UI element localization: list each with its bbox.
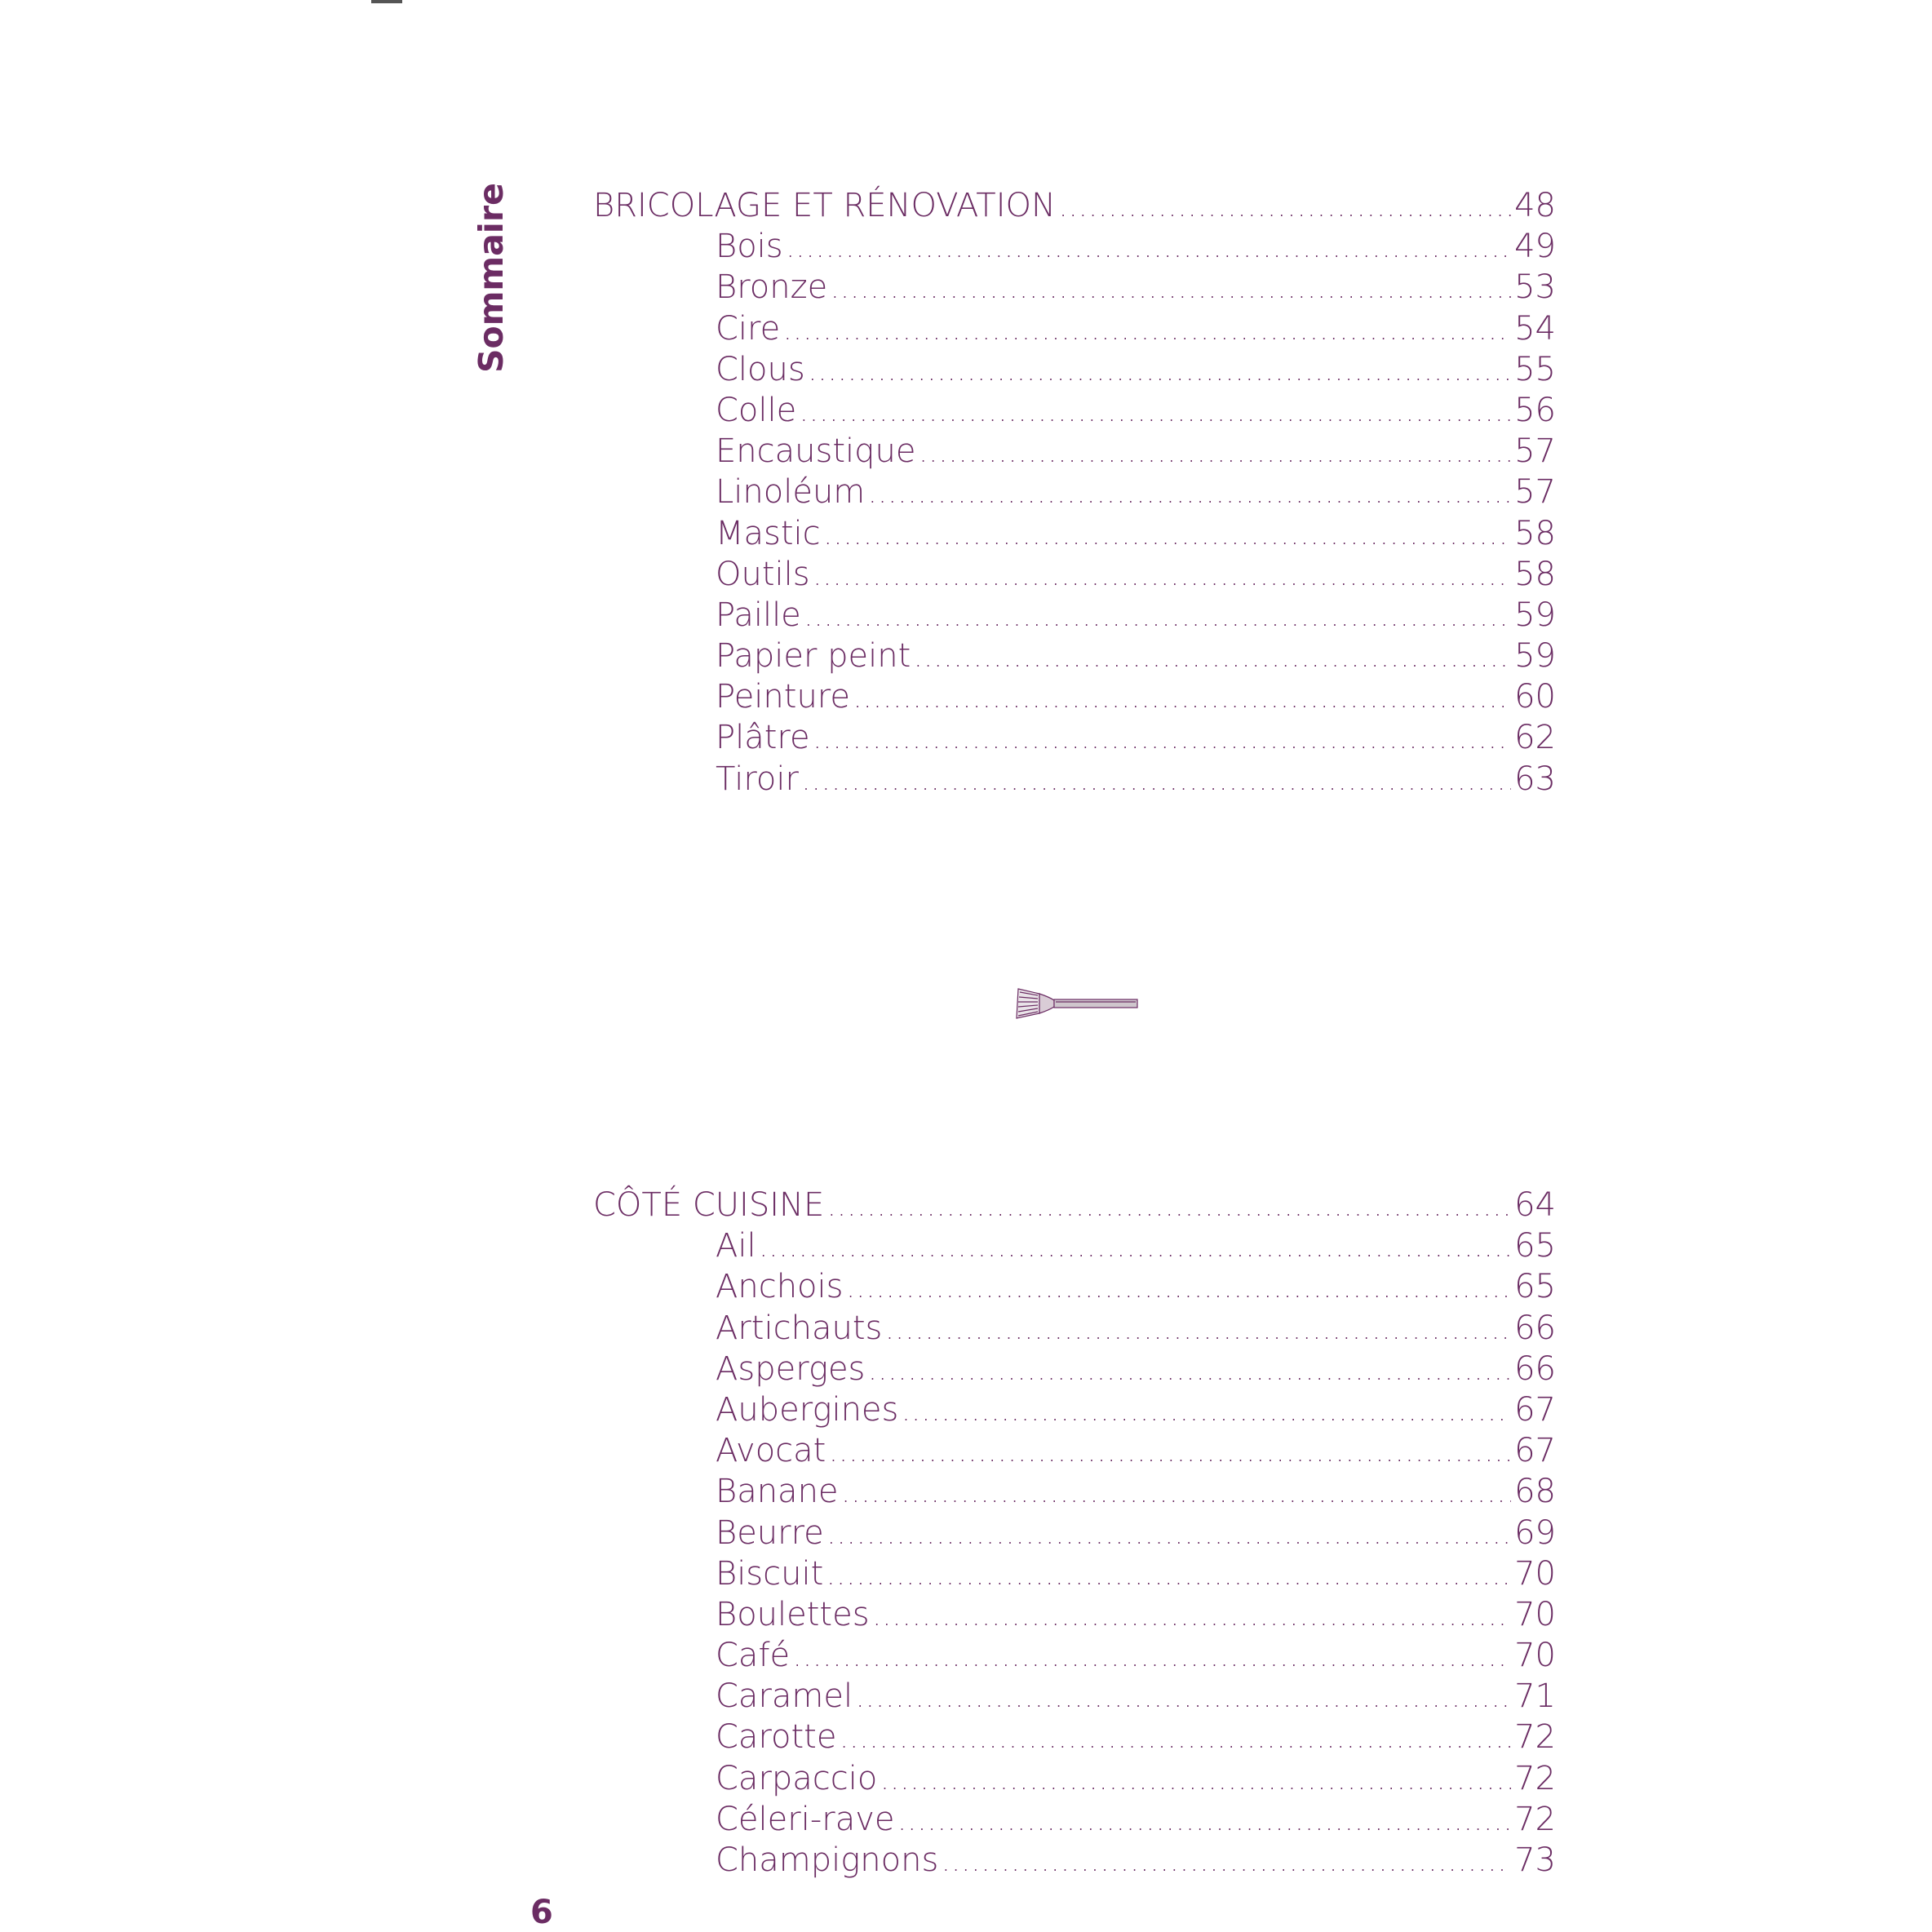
toc-page-number: 59 [1514,637,1556,676]
toc-entry[interactable] [593,1471,1556,1512]
toc-section-title: CÔTÉ CUISINE [593,1186,825,1224]
toc-page-number: 69 [1514,1513,1556,1552]
toc-entry[interactable] [593,267,1556,308]
toc-page-number: 66 [1514,1309,1556,1347]
toc-section-heading[interactable] [593,1185,1556,1225]
toc-entry-label: Banane [716,1473,839,1511]
toc-entry-label: Encaustique [716,432,916,471]
toc-entry[interactable] [593,1225,1556,1266]
toc-entry[interactable] [593,595,1556,636]
toc-page-number: 64 [1514,1186,1556,1224]
toc-page-number: 65 [1514,1268,1556,1306]
toc-leader-dots [804,596,1511,637]
toc-entry[interactable] [593,1308,1556,1349]
toc-entry-label: Carpaccio [716,1759,878,1797]
toc-leader-dots [783,310,1511,351]
toc-page-number: 56 [1514,391,1556,429]
toc-entry[interactable] [593,431,1556,472]
toc-entry-label: Café [716,1637,791,1675]
toc-entry-label: Beurre [716,1513,824,1552]
toc-leader-dots [868,473,1511,514]
toc-leader-dots [846,1268,1511,1309]
page-number: 6 [530,1894,553,1931]
toc-leader-dots [842,1473,1512,1513]
toc-leader-dots [813,719,1511,760]
toc-entry-label: Asperges [716,1349,866,1388]
toc-entry-label: Mastic [716,514,821,552]
toc-entry-label: Céleri-rave [716,1800,895,1838]
toc-page-number: 72 [1514,1718,1556,1757]
toc-entry-label: Clous [716,350,805,388]
toc-entry[interactable] [593,1513,1556,1553]
toc-leader-dots [793,1637,1511,1677]
toc-entry[interactable] [593,554,1556,595]
toc-entry-label: Biscuit [716,1554,824,1593]
toc-entry-label: Artichauts [716,1309,883,1347]
toc-entry[interactable] [593,1594,1556,1635]
toc-leader-dots [898,1801,1512,1841]
toc-page-number: 70 [1514,1637,1556,1675]
toc-entry[interactable] [593,1553,1556,1594]
toc-leader-dots [919,432,1511,473]
toc-entry-label: Peinture [716,678,850,716]
toc-entry[interactable] [593,1266,1556,1307]
toc-page-number: 54 [1514,309,1556,348]
toc-leader-dots [787,228,1511,268]
toc-entry-label: Outils [716,555,810,593]
toc-leader-dots [813,556,1512,596]
toc-leader-dots [856,1677,1511,1718]
toc-entry[interactable] [593,1430,1556,1471]
toc-section-bricolage [593,185,1556,800]
toc-page-number: 62 [1514,719,1556,757]
toc-page-number: 57 [1514,432,1556,471]
toc-leader-dots [840,1718,1511,1759]
toc-leader-dots [800,392,1511,432]
toc-leader-dots [831,268,1511,309]
toc-entry[interactable] [593,308,1556,349]
toc-entry-label: Bois [716,228,783,266]
toc-page-number: 58 [1514,555,1556,593]
toc-page-number: 58 [1514,514,1556,552]
toc-page-number: 59 [1514,596,1556,634]
toc-entry-label: Plâtre [716,719,810,757]
toc-entry[interactable] [593,390,1556,431]
toc-page-number: 60 [1514,678,1556,716]
toc-entry-label: Linoléum [716,473,866,512]
toc-leader-dots [827,1186,1511,1227]
toc-page-number: 63 [1514,760,1556,798]
toc-leader-dots [829,1432,1511,1473]
toc-leader-dots [802,760,1511,801]
toc-leader-dots [942,1841,1511,1882]
toc-page-number: 48 [1514,187,1556,224]
toc-page-number: 67 [1514,1390,1556,1429]
toc-page-number: 53 [1514,268,1556,307]
toc-entry-label: Champignons [716,1841,939,1879]
toc-entry-label: Caramel [716,1677,853,1716]
toc-entry-label: Cire [716,309,781,348]
toc-entry[interactable] [593,226,1556,267]
toc-entry-label: Avocat [716,1432,826,1470]
toc-leader-dots [914,637,1511,678]
paintbrush-illustration [1013,986,1142,1021]
toc-leader-dots [873,1596,1512,1637]
toc-entry[interactable] [593,1389,1556,1430]
toc-page-number: 70 [1514,1554,1556,1593]
toc-section-title: BRICOLAGE ET RÉNOVATION [593,187,1056,224]
toc-page-number: 65 [1514,1227,1556,1265]
toc-leader-dots [809,351,1511,392]
toc-entry[interactable] [593,1758,1556,1799]
toc-entry[interactable] [593,472,1556,512]
toc-entry-label: Anchois [716,1268,844,1306]
top-crop-mark [371,0,402,3]
toc-page-number: 57 [1514,473,1556,512]
toc-leader-dots [853,678,1511,719]
toc-entry[interactable] [593,717,1556,758]
toc-leader-dots [824,515,1511,556]
toc-leader-dots [827,1514,1511,1555]
toc-entry-label: Ail [716,1227,756,1265]
toc-page-number: 72 [1514,1759,1556,1797]
toc-entry[interactable] [593,349,1556,390]
toc-entry[interactable] [593,759,1556,800]
toc-entry-label: Bronze [716,268,828,307]
toc-page-number: 71 [1514,1677,1556,1716]
toc-entry-label: Aubergines [716,1390,899,1429]
toc-leader-dots [826,1555,1511,1596]
toc-entry[interactable] [593,1635,1556,1676]
toc-page-number: 49 [1514,228,1556,266]
toc-entry[interactable] [593,636,1556,676]
toc-entry-label: Carotte [716,1718,837,1757]
toc-page-number: 55 [1514,350,1556,388]
toc-page-number: 66 [1514,1349,1556,1388]
toc-page-number: 70 [1514,1595,1556,1633]
toc-page-number: 72 [1514,1800,1556,1838]
toc-entry[interactable] [593,1717,1556,1757]
toc-entry[interactable] [593,1349,1556,1389]
toc-section-heading[interactable] [593,185,1556,226]
toc-entry-label: Tiroir [716,760,799,798]
toc-page-number: 67 [1514,1432,1556,1470]
toc-section-cuisine [593,1185,1556,1881]
toc-entry-label: Colle [716,391,797,429]
toc-leader-dots [880,1760,1511,1801]
toc-leader-dots [760,1227,1512,1268]
toc-entry[interactable] [593,1676,1556,1717]
toc-entry[interactable] [593,676,1556,717]
toc-entry[interactable] [593,513,1556,554]
toc-entry-label: Papier peint [716,637,911,676]
toc-entry-label: Paille [716,596,801,634]
toc-entry-label: Boulettes [716,1595,870,1633]
toc-entry[interactable] [593,1840,1556,1881]
side-title-sommaire: Sommaire [472,183,511,373]
toc-leader-dots [868,1350,1511,1391]
toc-page-number: 68 [1514,1473,1556,1511]
toc-page-number: 73 [1514,1841,1556,1879]
toc-leader-dots [885,1309,1511,1350]
toc-leader-dots [1059,187,1511,228]
toc-entry[interactable] [593,1799,1556,1840]
toc-leader-dots [902,1391,1511,1432]
